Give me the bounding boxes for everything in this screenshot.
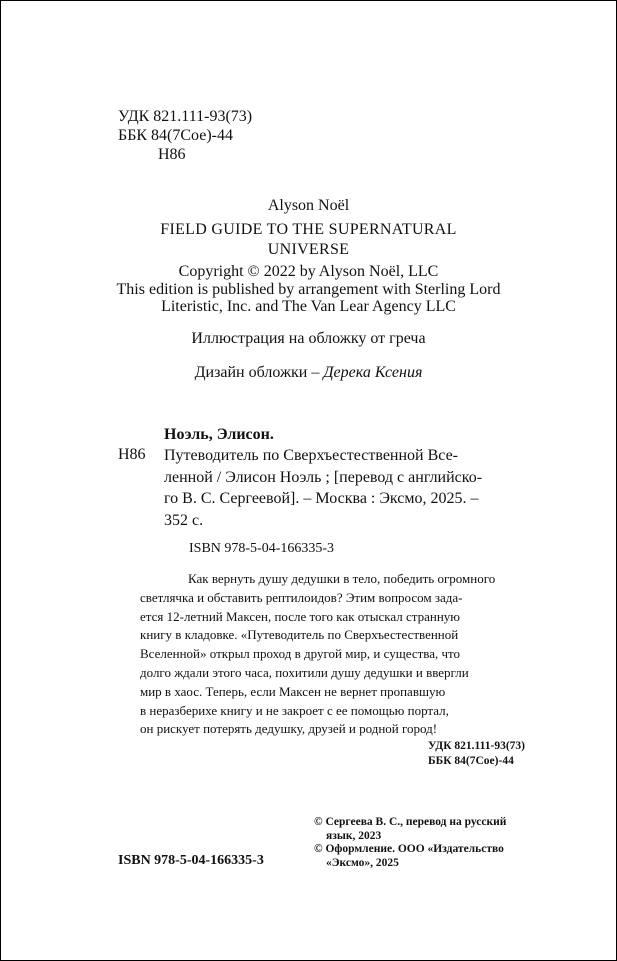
design-credit-label: Дизайн обложки – [194, 364, 324, 381]
author-code: Н86 [158, 146, 186, 163]
original-title-line1: FIELD GUIDE TO THE SUPERNATURAL [160, 221, 457, 238]
annotation-bbk: ББК 84(7Сое)-44 [428, 755, 514, 767]
annotation-line: Вселенной» открыл проход в другой мир, и существа, что [140, 646, 461, 662]
catalog-author-code: Н86 [118, 446, 146, 463]
design-credit [0, 363, 617, 382]
footer-isbn: ISBN 978-5-04-166335-3 [118, 853, 264, 868]
annotation-line: ется 12-летний Максен, после того как отыскал странную [140, 608, 461, 624]
catalog-line: ленной / Элисон Ноэль ; [перевод с английско- [164, 468, 483, 486]
annotation-udk: УДК 821.111-93(73) [428, 740, 525, 752]
annotation-line: Как вернуть душу дедушки в тело, победить огромного [188, 571, 496, 586]
copyright-line: © Сергеева В. С., перевод на русский [314, 816, 507, 828]
udk-code: УДК 821.111-93(73) [118, 108, 253, 125]
catalog-line: 352 с. [164, 511, 204, 529]
annotation-line: книгу в кладовке. «Путеводитель по Сверхъестественной [140, 627, 459, 643]
catalog-heading: Ноэль, Элисон. [164, 426, 274, 443]
classification-block [118, 107, 252, 164]
original-title-line2: UNIVERSE [267, 241, 350, 258]
edition-line2: Literistic, Inc. and The Van Lear Agency LLC [161, 298, 456, 315]
design-credit-name: Дерека Ксения [323, 364, 423, 381]
bbk-code: ББК 84(7Сое)-44 [118, 127, 233, 144]
footer-copyright [314, 816, 506, 870]
copyright-line: © Оформление. ООО «Издательство [314, 843, 504, 855]
annotation-line: он рискует потерять дедушку, друзей и родной город! [140, 721, 438, 737]
catalog-line: го В. С. Сергеевой]. – Москва : Эксмо, 2025. – [164, 490, 479, 507]
copyright-line: Copyright © 2022 by Alyson Noël, LLC [178, 263, 439, 280]
annotation-line: мир в хаос. Теперь, если Максен не вернет пропавшую [140, 683, 446, 699]
copyright-line: «Эксмо», 2025 [326, 856, 399, 869]
catalog-description [164, 445, 482, 531]
annotation-line: в неразберихе книгу и не закроет с ее помощью портал, [140, 702, 449, 718]
annotation-codes [428, 739, 525, 769]
catalog-line: Путеводитель по Сверхъестественной Все- [164, 447, 459, 464]
original-author: Alyson Noël [267, 197, 350, 214]
annotation-line: светлячка и обставить рептилоидов? Этим вопросом зада- [140, 589, 463, 605]
illustration-credit: Иллюстрация на обложку от греча [191, 330, 426, 347]
edition-line1: This edition is published by arrangement with Sterling Lord [116, 281, 501, 298]
copyright-line: язык, 2023 [326, 829, 382, 842]
catalog-isbn: ISBN 978-5-04-166335-3 [189, 541, 335, 556]
annotation-line: долго ждали этого часа, похитили душу дедушки и ввергли [140, 664, 469, 680]
annotation-text [140, 570, 495, 739]
